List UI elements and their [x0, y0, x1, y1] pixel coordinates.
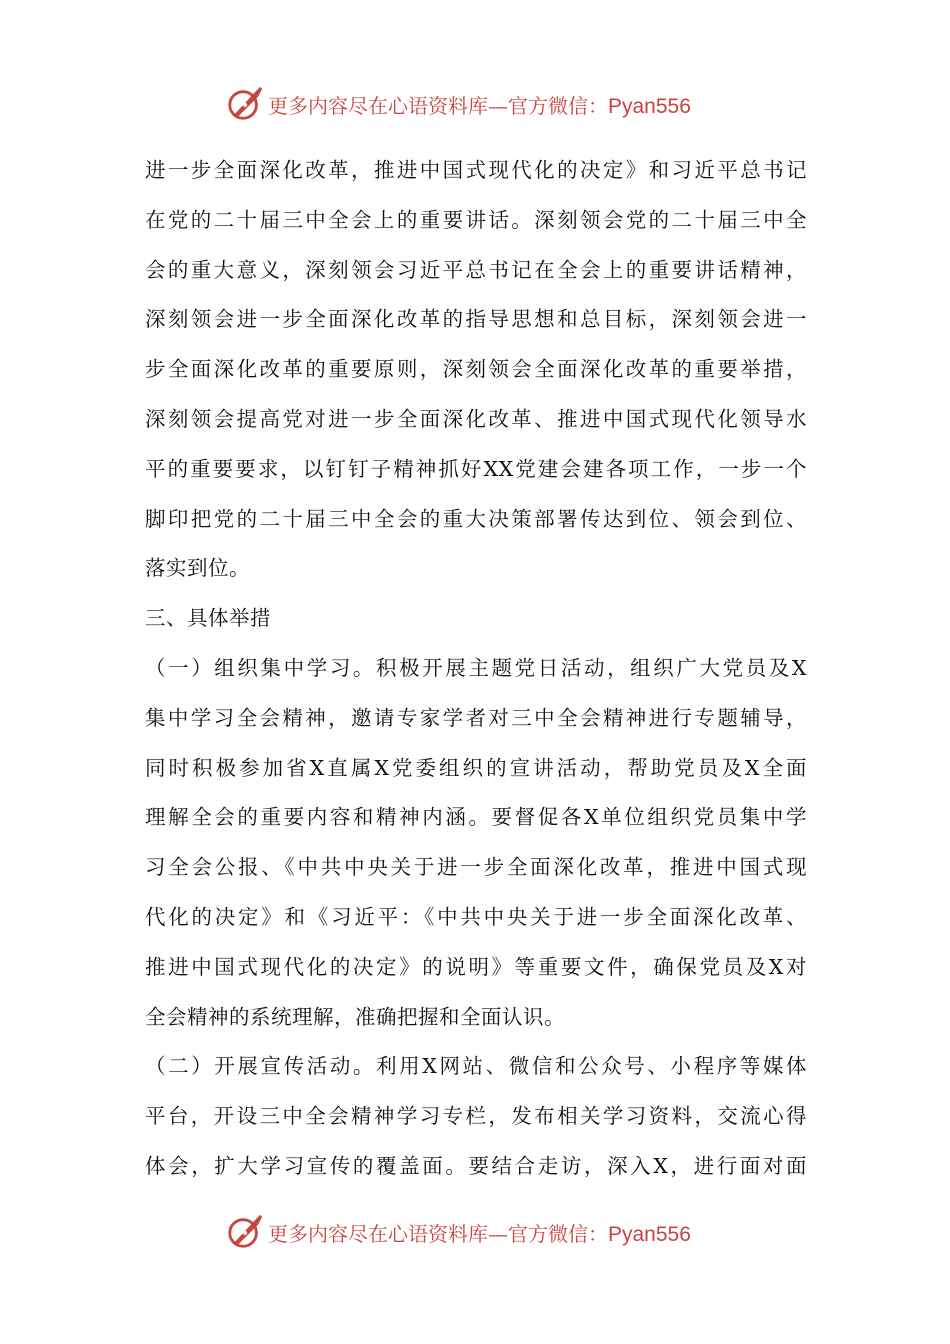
watermark-text-cn: 更多内容尽在心语资料库—官方微信： — [268, 1221, 608, 1246]
text-line: （一）组织集中学习。积极开展主题党日活动，组织广大党员及X — [145, 655, 807, 680]
text-line: 会的重大意义，深刻领会习近平总书记在全会上的重要讲话精神， — [145, 257, 807, 282]
text-line: 理解全会的重要内容和精神内涵。要督促各X单位组织党员集中学 — [145, 805, 807, 830]
text-line: 习全会公报、《中共中央关于进一步全面深化改革，推进中国式现 — [145, 855, 807, 880]
document-body — [145, 146, 807, 1192]
text-line: 步全面深化改革的重要原则，深刻领会全面深化改革的重要举措， — [145, 357, 807, 382]
watermark-text — [268, 90, 691, 119]
pen-nib-circle-icon — [226, 85, 264, 123]
text-line: 体会，扩大学习宣传的覆盖面。要结合走访，深入X，进行面对面 — [145, 1153, 807, 1178]
text-line: 平台，开设三中全会精神学习专栏，发布相关学习资料，交流心得 — [145, 1104, 807, 1129]
watermark-wechat-id: Pyan556 — [608, 1222, 691, 1246]
text-line: 深刻领会进一步全面深化改革的指导思想和总目标，深刻领会进一 — [145, 307, 807, 332]
text-line: 集中学习全会精神，邀请专家学者对三中全会精神进行专题辅导， — [145, 705, 807, 730]
footer-watermark-banner — [226, 1210, 691, 1254]
pen-nib-circle-icon — [226, 1213, 264, 1251]
watermark-text — [268, 1218, 691, 1247]
section-heading: 三、具体举措 — [145, 606, 271, 631]
header-watermark-banner — [226, 82, 691, 126]
text-line: 推进中国式现代化的决定》的说明》等重要文件，确保党员及X对 — [145, 954, 807, 979]
text-line: 代化的决定》和《习近平：《中共中央关于进一步全面深化改革、 — [145, 904, 807, 929]
watermark-text-cn: 更多内容尽在心语资料库—官方微信： — [268, 93, 608, 118]
text-line: 进一步全面深化改革，推进中国式现代化的决定》和习近平总书记 — [145, 158, 807, 182]
text-line: 脚印把党的二十届三中全会的重大决策部署传达到位、领会到位、 — [145, 506, 807, 531]
text-line: 同时积极参加省X直属X党委组织的宣讲活动，帮助党员及X全面 — [145, 755, 807, 780]
text-line: （二）开展宣传活动。利用X网站、微信和公众号、小程序等媒体 — [145, 1054, 807, 1079]
text-line: 落实到位。 — [145, 556, 250, 581]
text-line: 在党的二十届三中全会上的重要讲话。深刻领会党的二十届三中全 — [145, 207, 807, 232]
watermark-wechat-id: Pyan556 — [608, 94, 691, 118]
text-line: 深刻领会提高党对进一步全面深化改革、推进中国式现代化领导水 — [145, 406, 807, 431]
text-line: 全会精神的系统理解，准确把握和全面认识。 — [145, 1004, 565, 1029]
text-line: 平的重要要求，以钉钉子精神抓好XX党建会建各项工作，一步一个 — [145, 456, 807, 481]
